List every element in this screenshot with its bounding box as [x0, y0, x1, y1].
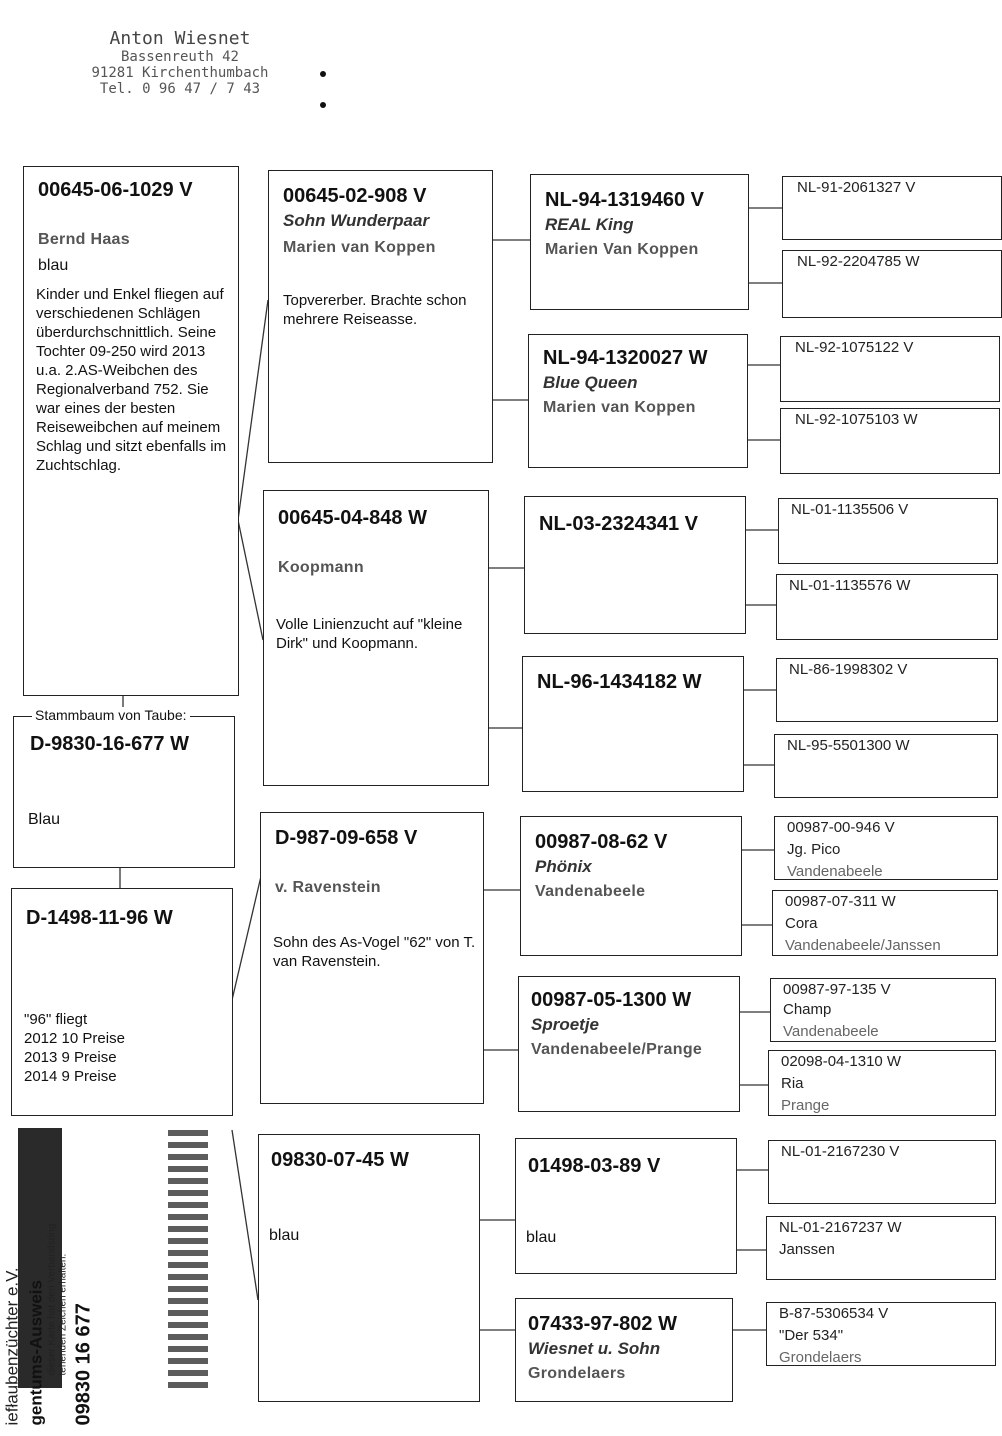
mother-ring: D-1498-11-96 W — [26, 907, 173, 929]
ggp-2-breeder: Marien van Koppen — [543, 399, 696, 416]
gggp-15-ring: B-87-5306534 V — [779, 1305, 889, 1322]
grandparent-ff-box — [268, 170, 493, 463]
ggp-box-3 — [524, 496, 746, 634]
gggp-15-name: "Der 534" — [779, 1327, 844, 1344]
grandparent-mf-box — [260, 812, 484, 1104]
gp-mf-text: Sohn des As-Vogel "62" von T. van Ravenstein. — [273, 934, 476, 970]
ggp-6-breeder: Vandenabeele/Prange — [531, 1041, 703, 1058]
stamp-street: Bassenreuth 42 — [120, 49, 239, 65]
stamp-name: Anton Wiesnet — [109, 28, 251, 49]
grandparent-fm-box — [263, 490, 489, 786]
ggp-4-ring: NL-96-1434182 W — [537, 671, 702, 693]
gggp-2-ring: NL-92-2204785 W — [797, 253, 920, 270]
gggp-box-4 — [780, 408, 1000, 474]
gggp-box-8 — [774, 734, 998, 798]
ggp-8-ring: 07433-97-802 W — [528, 1313, 677, 1335]
ggp-6-ring: 00987-05-1300 W — [531, 989, 692, 1011]
gp-mf-breeder: v. Ravenstein — [275, 879, 381, 896]
gggp-1-ring: NL-91-2061327 V — [797, 179, 916, 196]
gggp-box-14 — [766, 1216, 996, 1280]
mother-line3: 2013 9 Preise — [24, 1049, 117, 1066]
ownership-card-image — [2, 1128, 208, 1426]
stamp-phone: Tel. 0 96 47 / 7 43 — [99, 81, 261, 97]
ggp-5-ring: 00987-08-62 V — [535, 831, 668, 853]
gggp-box-9 — [774, 816, 998, 880]
ggp-8-breeder: Grondelaers — [528, 1365, 626, 1382]
gp-ff-name: Sohn Wunderpaar — [283, 211, 430, 230]
gggp-10-ring: 00987-07-311 W — [785, 893, 896, 910]
ggp-box-4 — [522, 656, 744, 792]
ggp-2-ring: NL-94-1320027 W — [543, 347, 708, 369]
gp-fm-ring: 00645-04-848 W — [278, 507, 427, 529]
subject-color: Blau — [28, 811, 61, 828]
ggp-3-ring: NL-03-2324341 V — [539, 513, 698, 535]
gggp-box-2 — [782, 250, 1002, 318]
mother-line4: 2014 9 Preise — [24, 1068, 117, 1085]
stamp-city: 91281 Kirchenthumbach — [91, 65, 269, 81]
gggp-14-name: Janssen — [779, 1241, 835, 1258]
gggp-9-name: Jg. Pico — [787, 841, 841, 858]
gggp-7-ring: NL-86-1998302 V — [789, 661, 908, 678]
gggp-box-13 — [768, 1140, 996, 1204]
father-box — [23, 166, 239, 696]
ggp-7-color: blau — [526, 1229, 557, 1246]
ggp-box-2 — [528, 334, 748, 468]
gggp-10-name: Cora — [785, 915, 818, 932]
ggp-2-name: Blue Queen — [543, 373, 638, 392]
gggp-10-breeder: Vandenabeele/Janssen — [785, 937, 941, 954]
father-breeder: Bernd Haas — [38, 231, 130, 248]
subject-box — [13, 707, 235, 868]
card-line1 — [0, 1176, 1, 1426]
ggp-box-5 — [520, 816, 742, 956]
gggp-11-ring: 00987-97-135 V — [783, 981, 891, 998]
ggp-1-breeder: Marien Van Koppen — [545, 241, 699, 258]
gggp-box-7 — [776, 658, 998, 722]
gggp-6-ring: NL-01-1135576 W — [789, 577, 911, 594]
gp-fm-text: Volle Linienzucht auf "kleine Dirk" und Koopmann. — [276, 616, 463, 652]
gggp-box-3 — [780, 336, 1000, 402]
gggp-box-1 — [782, 176, 1002, 240]
grandparent-mm-box — [258, 1134, 480, 1402]
gp-ff-breeder: Marien van Koppen — [283, 239, 436, 256]
gggp-9-ring: 00987-00-946 V — [787, 819, 895, 836]
father-text: Kinder und Enkel fliegen auf verschiedenen Schlägen überdurchschnittlich. Seine Tochter 09-250 wird 2013 u.a. 2.AS-Weibchen des Regionalverband 752. Sie war eines der besten Reiseweibchen auf meinem Schlag und sitzt ebenfalls im Zuchtschlag. — [36, 286, 227, 474]
gggp-13-ring: NL-01-2167230 V — [781, 1143, 900, 1160]
ggp-box-6 — [518, 976, 740, 1112]
gp-mm-ring: 09830-07-45 W — [271, 1149, 409, 1171]
father-color: blau — [38, 257, 69, 274]
gp-fm-breeder: Koopmann — [278, 559, 364, 576]
gggp-box-12 — [768, 1050, 996, 1116]
gggp-11-breeder: Vandenabeele — [783, 1023, 879, 1040]
ggp-box-7 — [515, 1138, 737, 1274]
gggp-box-5 — [778, 498, 998, 564]
father-ring: 00645-06-1029 V — [38, 179, 193, 201]
gggp-5-ring: NL-01-1135506 V — [791, 501, 909, 518]
ggp-5-name: Phönix — [535, 857, 592, 876]
subject-ring: D-9830-16-677 W — [30, 733, 189, 755]
ggp-1-name: REAL King — [545, 215, 634, 234]
ggp-6-name: Sproetje — [531, 1015, 600, 1034]
stammbaum-label: Stammbaum von Taube: — [32, 707, 190, 723]
gggp-8-ring: NL-95-5501300 W — [787, 737, 910, 754]
gggp-3-ring: NL-92-1075122 V — [795, 339, 914, 356]
gggp-12-ring: 02098-04-1310 W — [781, 1053, 902, 1070]
mother-line1: "96" fliegt — [24, 1011, 88, 1028]
gggp-9-breeder: Vandenabeele — [787, 863, 883, 880]
gggp-box-6 — [776, 574, 998, 640]
gggp-15-breeder: Grondelaers — [779, 1349, 862, 1366]
card-line5: tehenden Zeichen erhalten: — [57, 1253, 69, 1376]
card-number: 09830 16 677 — [72, 1303, 95, 1426]
gggp-12-name: Ria — [781, 1075, 804, 1092]
card-line4: dieser Karte hat den Verbandsring — [46, 1223, 58, 1376]
gp-ff-ring: 00645-02-908 V — [283, 185, 427, 207]
gp-ff-text: Topvererber. Brachte schon mehrere Reiseasse. — [283, 292, 467, 328]
gggp-4-ring: NL-92-1075103 W — [795, 411, 918, 428]
card-line2: iefłaubenzüchter e.V. — [2, 1267, 22, 1426]
gp-mf-ring: D-987-09-658 V — [275, 827, 418, 849]
ggp-8-name: Wiesnet u. Sohn — [528, 1339, 661, 1358]
ggp-7-ring: 01498-03-89 V — [528, 1155, 661, 1177]
mother-line2: 2012 10 Preise — [24, 1030, 125, 1047]
ggp-5-breeder: Vandenabeele — [535, 883, 646, 900]
gggp-12-breeder: Prange — [781, 1097, 830, 1114]
ggp-box-8 — [515, 1298, 733, 1402]
gggp-box-15 — [766, 1302, 996, 1366]
mother-box — [11, 888, 233, 1116]
ggp-box-1 — [530, 174, 749, 310]
gp-mm-color: blau — [269, 1227, 300, 1244]
gggp-14-ring: NL-01-2167237 W — [779, 1219, 902, 1236]
card-line3: gentums-Ausweis — [26, 1280, 46, 1426]
gggp-box-11 — [770, 978, 996, 1042]
gggp-box-10 — [772, 890, 998, 956]
gggp-11-name: Champ — [783, 1001, 832, 1018]
ggp-1-ring: NL-94-1319460 V — [545, 189, 704, 211]
